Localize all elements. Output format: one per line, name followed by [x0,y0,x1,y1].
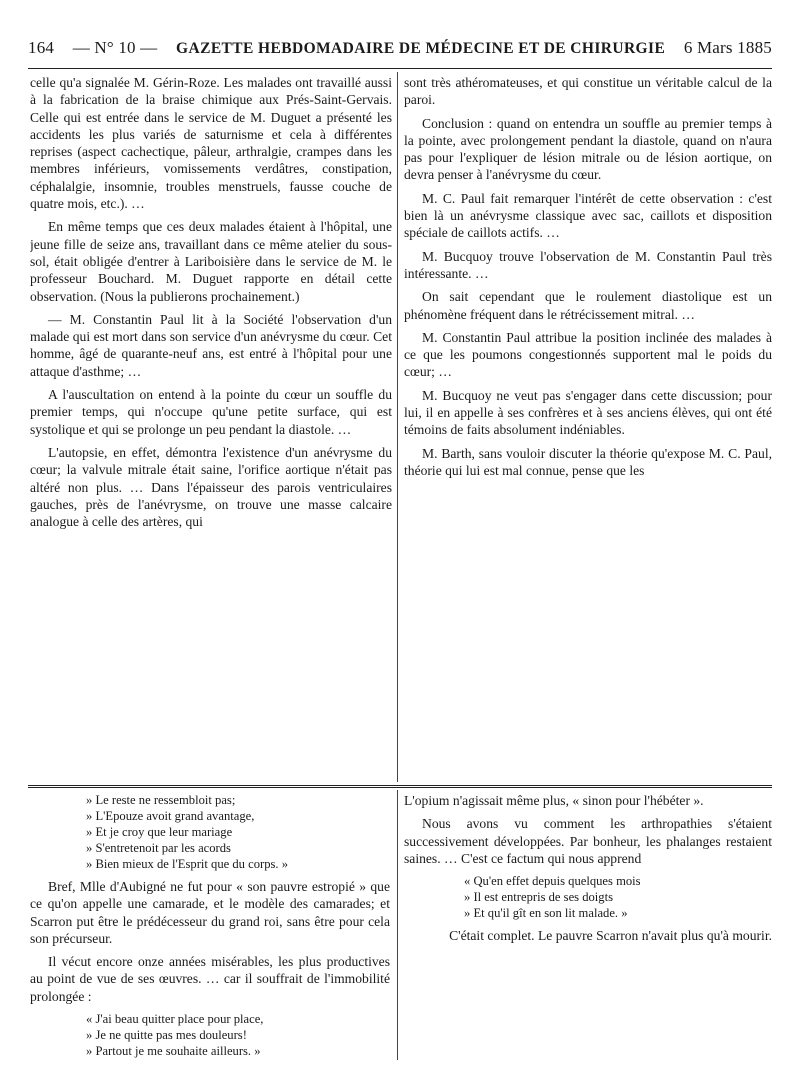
paragraph: En même temps que ces deux malades étaient à l'hôpital, une jeune fille de seize ans, travaillant dans ce même atelier du sous-sol, était obligée d'entrer à Lariboisière dans le service de M. le professeur Bouchard. M. Duguet rapporte en détail cette observation. (Nous la publierons prochainement.) [30,219,392,304]
paragraph: M. Constantin Paul attribue la position inclinée des malades à ce que les poumons congestionnés supportent mal le poids du cœur; … [404,329,772,380]
issue-date: 6 Mars 1885 [683,38,772,57]
paragraph: celle qu'a signalée M. Gérin-Roze. Les malades ont travaillé aussi à la fabrication de la braise chimique aux Prés-Saint-Gervais. Celle qui est entrée dans le service de M. Duguet a présenté les accidents les plus variés de saturnisme et cela à différentes reprises (aspect cachectique, pâleur, arthralgie, crampes dans les membres inférieurs, vomissements verdâtres, constipation, céphalalgie, insomnie, troubles menstruels, fausse couche de quatre mois, etc.). … [30,75,392,212]
upper-right-column [404,74,772,780]
paragraph: Bref, Mlle d'Aubigné ne fut pour « son pauvre estropié » que ce qu'on appelle une camarade, et le modèle des camarades; et Scarron put être le prédécesseur du grand roi, sans être pour cela son précurseur. [30,879,390,946]
paragraph: L'autopsie, en effet, démontra l'existence d'un anévrysme du cœur; la valvule mitrale était saine, l'orifice aortique n'était pas altéré non plus. … Dans l'épaisseur des parois ventriculaires gauches, près de l'anévrysme, on trouve une masse calcaire analogue à celle des artères, qui [30,444,392,530]
feuilleton-left-column [30,792,390,1077]
verse-line: » Bien mieux de l'Esprit que du corps. » [86,857,288,871]
paragraph: M. Bucquoy trouve l'observation de M. Constantin Paul très intéressante. … [404,248,772,281]
upper-left-column [30,74,392,780]
paragraph: M. Barth, sans vouloir discuter la théorie qu'expose M. C. Paul, théorie qui lui est mal connue, pense que les [404,445,772,478]
running-head [28,38,772,64]
verse-line: « Qu'en effet depuis quelques mois [464,874,641,889]
page-number: 164 [28,38,55,57]
paragraph: Conclusion : quand on entendra un souffle au premier temps à la pointe, avec prolongement pendant la diastole, quand on n'aura pas pour l'expliquer de lésion mitrale ou de lésion aortique, on devra penser à l'anévrysme du cœur. [404,115,772,183]
paragraph: — M. Constantin Paul lit à la Société l'observation d'un malade qui est mort dans son service d'un anévrysme du cœur. Cet homme, âgé de quarante-neuf ans, est entré à l'hôpital pour une attaque d'asthme; … [30,311,392,379]
verse-line: » S'entretenoit par les acords [86,841,231,855]
column-divider [397,72,398,782]
verse-line: » Partout je me souhaite ailleurs. » [86,1044,261,1059]
verse-line: » Et qu'il gît en son lit malade. » [464,906,628,921]
verse-line: » Et je croy que leur mariage [86,825,233,839]
paragraph: M. Bucquoy ne veut pas s'engager dans cette discussion; pour lui, il en appelle à ses confrères et à ses anciens élèves, qui ont été témoins de faits absolument indéniables. [404,387,772,438]
paragraph: sont très athéromateuses, et qui constitue un véritable calcul de la paroi. [404,75,772,108]
verse-block [404,873,772,921]
verse-line: » Le reste ne ressembloit pas; [86,793,236,807]
column-divider [397,790,398,1060]
header-rule [28,68,772,69]
verse-line: « J'ai beau quitter place pour place, [86,1012,264,1027]
closing-line: C'était complet. Le pauvre Scarron n'avait plus qu'à mourir. [449,928,772,944]
paragraph: L'opium n'agissait même plus, « sinon pour l'hébéter ». [404,793,704,808]
verse-line: » L'Epouze avoit grand avantage, [86,809,255,823]
verse-line: » Il est entrepris de ses doigts [464,890,613,905]
issue-number: — N° 10 — [72,38,158,57]
paragraph: A l'auscultation on entend à la pointe du cœur un souffle du premier temps, qui n'occupe qu'une petite surface, qui est systolique et qui se prolonge un peu pendant la diastole. … [30,387,392,437]
feuilleton-right-column [404,792,772,1077]
paragraph: M. C. Paul fait remarquer l'intérêt de cette observation : c'est bien là un anévrysme classique avec sac, caillots et disposition spéciale de caillots actifs. … [404,190,772,241]
verse-block [30,792,390,872]
feuilleton-rule [28,785,772,788]
verse-block [30,1011,390,1059]
paragraph: Nous avons vu comment les arthropathies s'étaient successivement développées. Par bonheur, les phalanges restaient saines. … C'est ce factum qui nous apprend [404,816,772,866]
paragraph: Il vécut encore onze années misérables, les plus productives au point de vue de ses œuvres. … car il souffrait de l'immobilité prolongée : [30,954,390,1004]
verse-line: » Je ne quitte pas mes douleurs! [86,1028,247,1043]
paragraph: On sait cependant que le roulement diastolique est un phénomène fréquent dans le rétrécissement mitral. … [404,289,772,322]
journal-title: GAZETTE HEBDOMADAIRE DE MÉDECINE ET DE CHIRURGIE [176,40,666,57]
